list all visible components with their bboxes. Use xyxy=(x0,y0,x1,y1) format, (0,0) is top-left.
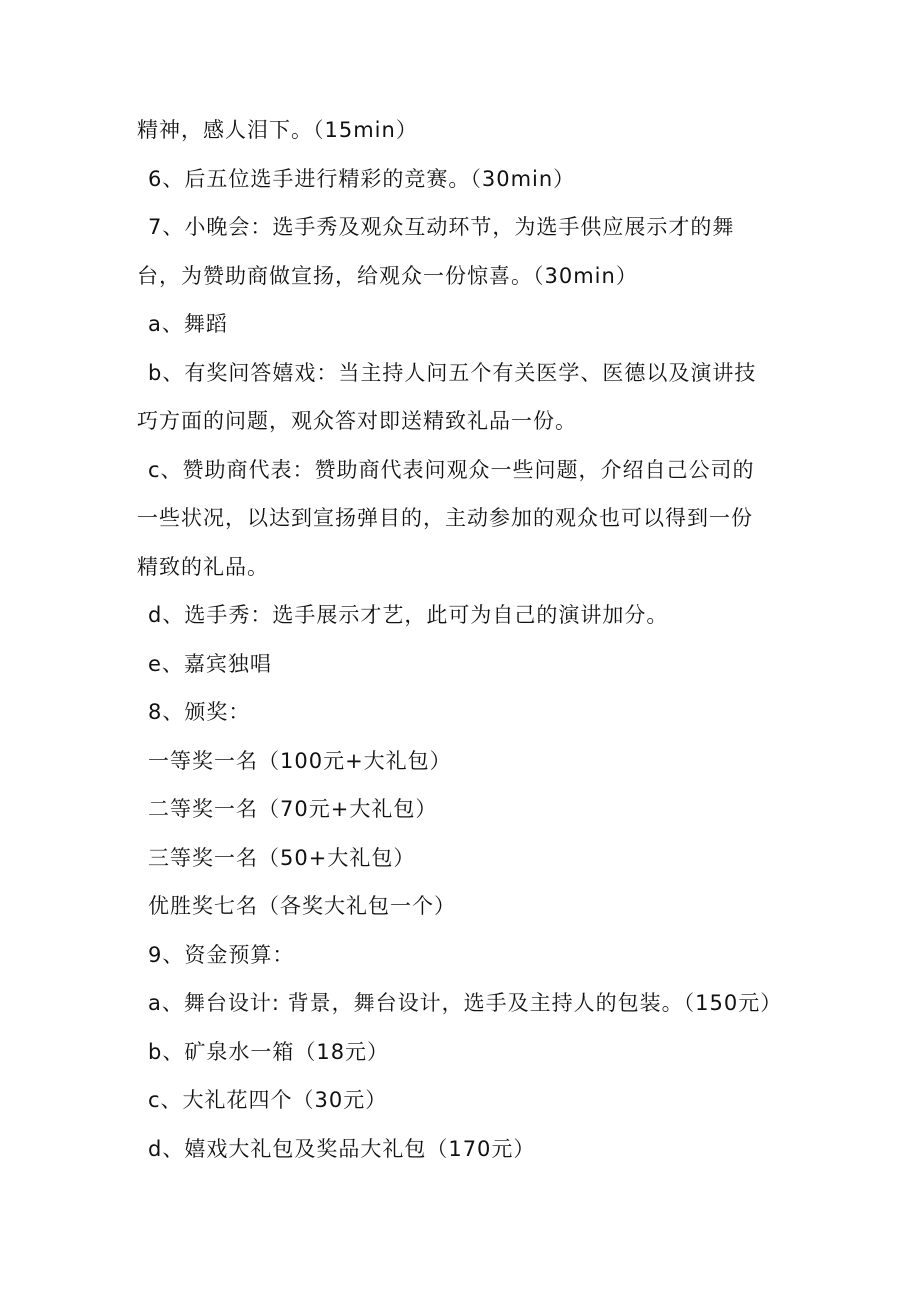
text-line: c、大礼花四个（30元） xyxy=(148,1088,388,1112)
text-line: 一些状况，以达到宣扬弹目的，主动参加的观众也可以得到一份 xyxy=(137,506,753,530)
text-line: a、舞蹈 xyxy=(148,312,228,336)
text-line: 二等奖一名（70元+大礼包） xyxy=(148,797,438,821)
text-line: 8、颁奖： xyxy=(148,700,251,724)
text-line: a、舞台设计: 背景，舞台设计，选手及主持人的包装。（150元） xyxy=(148,991,783,1015)
text-line: b、矿泉水一箱（18元） xyxy=(148,1040,390,1064)
text-line: 台，为赞助商做宣扬，给观众一份惊喜。（30min） xyxy=(137,264,638,288)
text-line: c、赞助商代表：赞助商代表问观众一些问题，介绍自己公司的 xyxy=(148,458,755,482)
text-line: 巧方面的问题，观众答对即送精致礼品一份。 xyxy=(137,409,577,433)
text-line: 一等奖一名（100元+大礼包） xyxy=(148,749,452,773)
text-line: d、选手秀：选手展示才艺，此可为自己的演讲加分。 xyxy=(148,603,669,627)
text-line: 精神，感人泪下。（15min） xyxy=(137,118,418,142)
text-line: b、有奖问答嬉戏：当主持人问五个有关医学、医德以及演讲技 xyxy=(148,361,757,385)
text-line: 优胜奖七名（各奖大礼包一个） xyxy=(148,894,456,918)
text-line: 9、资金预算： xyxy=(148,943,295,967)
text-line: 精致的礼品。 xyxy=(137,555,269,579)
text-line: 7、小晚会：选手秀及观众互动环节，为选手供应展示才的舞 xyxy=(148,215,735,239)
text-line: 6、后五位选手进行精彩的竞赛。（30min） xyxy=(148,167,576,191)
text-line: e、嘉宾独唱 xyxy=(148,652,272,676)
text-line: 三等奖一名（50+大礼包） xyxy=(148,846,416,870)
text-line: d、嬉戏大礼包及奖品大礼包（170元） xyxy=(148,1137,536,1161)
